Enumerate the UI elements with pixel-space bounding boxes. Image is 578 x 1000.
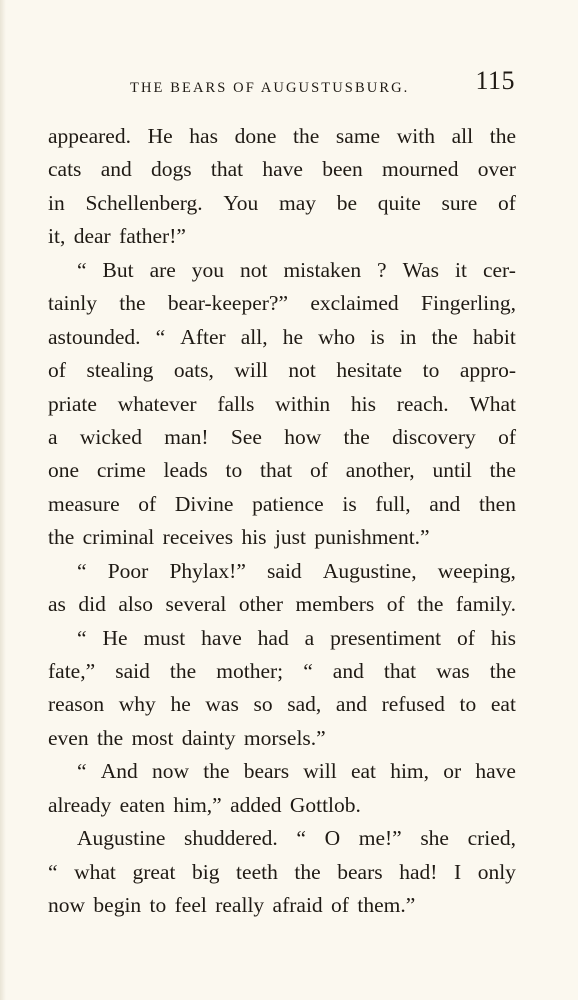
word: “ xyxy=(296,826,306,851)
word: wicked xyxy=(79,424,142,449)
word: Augustine, xyxy=(322,558,417,583)
word: have xyxy=(262,157,303,182)
word: Augustine xyxy=(77,826,166,851)
text-line: already eaten him,” added Gottlob. xyxy=(48,792,361,817)
word: oats, xyxy=(173,358,214,383)
word: Phylax!” xyxy=(169,558,246,583)
word: “ xyxy=(77,558,87,583)
text-line xyxy=(48,822,516,855)
text-line xyxy=(48,421,516,454)
word: now xyxy=(151,759,190,784)
text-line xyxy=(48,856,516,889)
text-line xyxy=(48,488,516,521)
word: exclaimed xyxy=(310,291,399,316)
word: “ xyxy=(77,257,87,282)
word: had! xyxy=(399,859,438,884)
word: the xyxy=(417,592,444,617)
word: of xyxy=(138,491,157,516)
word: mother; xyxy=(216,659,284,683)
text-line xyxy=(48,622,516,655)
word: been xyxy=(322,157,363,182)
word: a xyxy=(304,625,315,650)
word: within xyxy=(275,391,331,416)
word: shuddered. xyxy=(184,826,278,851)
word: will xyxy=(303,759,337,784)
word: a xyxy=(48,424,58,449)
word: “ xyxy=(48,859,58,884)
word: cer- xyxy=(482,257,516,282)
word: the xyxy=(489,659,516,683)
word: hesitate xyxy=(336,358,403,383)
text-line xyxy=(48,287,516,320)
word: refused xyxy=(381,692,445,717)
text-line: even the most dainty morsels.” xyxy=(48,725,326,750)
word: how xyxy=(284,424,322,449)
word: full, xyxy=(375,491,411,516)
text-line xyxy=(48,388,516,421)
word: O xyxy=(324,826,341,851)
word: said xyxy=(115,659,150,683)
word: and xyxy=(429,491,461,516)
word: it xyxy=(455,257,467,282)
word: to xyxy=(225,458,243,483)
word: the xyxy=(119,291,146,316)
word: why xyxy=(118,692,156,717)
word: had xyxy=(257,625,289,650)
word: so xyxy=(253,692,273,717)
word: of xyxy=(498,190,516,215)
word: falls xyxy=(217,391,255,416)
word: was xyxy=(436,659,470,683)
word: his xyxy=(490,625,516,650)
word: of xyxy=(386,592,405,617)
word: Fingerling, xyxy=(421,291,516,316)
word: in xyxy=(399,324,417,349)
word: be xyxy=(336,190,358,215)
word: the xyxy=(294,859,321,884)
word: bear-keeper?” xyxy=(167,291,289,316)
word: what xyxy=(74,859,116,884)
word: and xyxy=(332,659,364,683)
word: patience xyxy=(252,491,324,516)
text-line xyxy=(48,153,516,186)
text-line xyxy=(48,354,516,387)
word: man! xyxy=(164,424,209,449)
word: Divine xyxy=(174,491,234,516)
text-line xyxy=(48,655,516,688)
body-text xyxy=(48,120,516,923)
word: the xyxy=(293,124,320,148)
word: the xyxy=(489,124,516,148)
text-line xyxy=(48,688,516,721)
word: stealing xyxy=(86,358,154,383)
word: He xyxy=(147,124,173,148)
word: You xyxy=(223,190,259,215)
text-line: now begin to feel really afraid of them.” xyxy=(48,893,416,918)
page-number: 115 xyxy=(475,66,515,95)
word: are xyxy=(149,257,176,282)
word: all xyxy=(451,124,474,148)
word: only xyxy=(477,859,516,884)
word: fate,” xyxy=(48,659,96,683)
word: the xyxy=(169,659,197,683)
word: sure xyxy=(441,190,478,215)
word: habit xyxy=(472,324,516,349)
word: quite xyxy=(377,190,421,215)
word: members xyxy=(295,592,375,617)
word: mistaken xyxy=(283,257,362,282)
word: as xyxy=(48,592,66,617)
word: have xyxy=(475,759,516,784)
word: over xyxy=(477,157,516,182)
word: have xyxy=(201,625,242,650)
word: family. xyxy=(455,592,516,617)
word: cats xyxy=(48,157,82,182)
word: with xyxy=(396,124,435,148)
word: the xyxy=(203,759,230,784)
word: done xyxy=(234,124,277,148)
word: one xyxy=(48,458,80,483)
word: the xyxy=(431,324,458,349)
word: cried, xyxy=(467,826,516,851)
word: appeared. xyxy=(48,124,131,148)
word: him, xyxy=(390,759,430,784)
word: Was xyxy=(402,257,440,282)
word: other xyxy=(238,592,283,617)
text-line xyxy=(48,120,516,153)
word: weeping, xyxy=(437,558,516,583)
word: bears xyxy=(243,759,290,784)
word: discovery xyxy=(392,424,476,449)
page-header xyxy=(130,66,515,96)
text-line xyxy=(48,555,516,588)
word: you xyxy=(191,257,225,282)
word: and xyxy=(335,692,367,717)
text-line xyxy=(48,321,516,354)
word: that xyxy=(210,157,244,182)
word: crime xyxy=(96,458,146,483)
word: may xyxy=(279,190,317,215)
word: Poor xyxy=(107,558,149,583)
word: me!” xyxy=(358,826,402,851)
word: presentiment xyxy=(330,625,442,650)
word: teeth xyxy=(236,859,278,884)
word: who xyxy=(318,324,356,349)
word: not xyxy=(240,257,268,282)
word: of xyxy=(498,424,516,449)
word: dogs xyxy=(150,157,192,182)
word: “ xyxy=(77,625,87,650)
running-title: THE BEARS OF AUGUSTUSBURG. xyxy=(130,80,410,96)
word: of xyxy=(457,625,475,650)
word: that xyxy=(259,458,293,483)
word: See xyxy=(230,424,262,449)
word: reach. xyxy=(396,391,449,416)
word: did xyxy=(78,592,106,617)
word: big xyxy=(192,859,220,884)
word: “ xyxy=(303,659,313,683)
word: he xyxy=(170,692,191,717)
word: But xyxy=(102,257,134,282)
text-line xyxy=(48,187,516,220)
word: the xyxy=(489,458,516,483)
text-line: it, dear father!” xyxy=(48,224,186,249)
word: that xyxy=(383,659,417,683)
word: After xyxy=(180,324,226,349)
word: several xyxy=(165,592,227,617)
word: then xyxy=(478,491,516,516)
word: has xyxy=(189,124,218,148)
word: What xyxy=(469,391,516,416)
word: all, xyxy=(240,324,268,349)
word: or xyxy=(443,759,462,784)
word: He xyxy=(102,625,128,650)
word: “ xyxy=(155,324,166,349)
word: is xyxy=(342,491,357,516)
word: and xyxy=(100,157,132,182)
word: to xyxy=(422,358,440,383)
word: And xyxy=(100,759,138,784)
word: in xyxy=(48,190,65,215)
word: appro- xyxy=(459,358,516,383)
text-line xyxy=(48,755,516,788)
word: I xyxy=(453,859,462,884)
word: measure xyxy=(48,491,120,516)
word: to xyxy=(459,692,477,717)
word: will xyxy=(234,358,268,383)
word: reason xyxy=(48,692,105,717)
word: of xyxy=(310,458,328,483)
text-line xyxy=(48,588,516,621)
word: eat xyxy=(490,692,516,717)
word: same xyxy=(335,124,381,148)
word: “ xyxy=(77,759,87,784)
word: another, xyxy=(345,458,415,483)
word: tainly xyxy=(48,291,97,316)
word: the xyxy=(343,424,370,449)
word: sad, xyxy=(287,692,322,717)
word: is xyxy=(370,324,385,349)
word: great xyxy=(132,859,176,884)
word: bears xyxy=(337,859,383,884)
word: she xyxy=(420,826,449,851)
text-line xyxy=(48,254,516,287)
word: his xyxy=(350,391,376,416)
word: not xyxy=(288,358,316,383)
word: mourned xyxy=(382,157,459,182)
word: also xyxy=(118,592,153,617)
word: said xyxy=(267,558,302,583)
text-line xyxy=(48,454,516,487)
word: whatever xyxy=(117,391,197,416)
word: astounded. xyxy=(48,324,141,349)
word: Schellenberg. xyxy=(85,190,203,215)
word: he xyxy=(282,324,304,349)
page-edge-shadow xyxy=(0,0,6,1000)
word: ? xyxy=(377,257,387,282)
word: priate xyxy=(48,391,97,416)
word: eat xyxy=(350,759,376,784)
word: leads xyxy=(163,458,208,483)
word: of xyxy=(48,358,66,383)
word: must xyxy=(143,625,186,650)
word: until xyxy=(432,458,472,483)
text-line: the criminal receives his just punishment.” xyxy=(48,525,430,550)
word: was xyxy=(205,692,239,717)
